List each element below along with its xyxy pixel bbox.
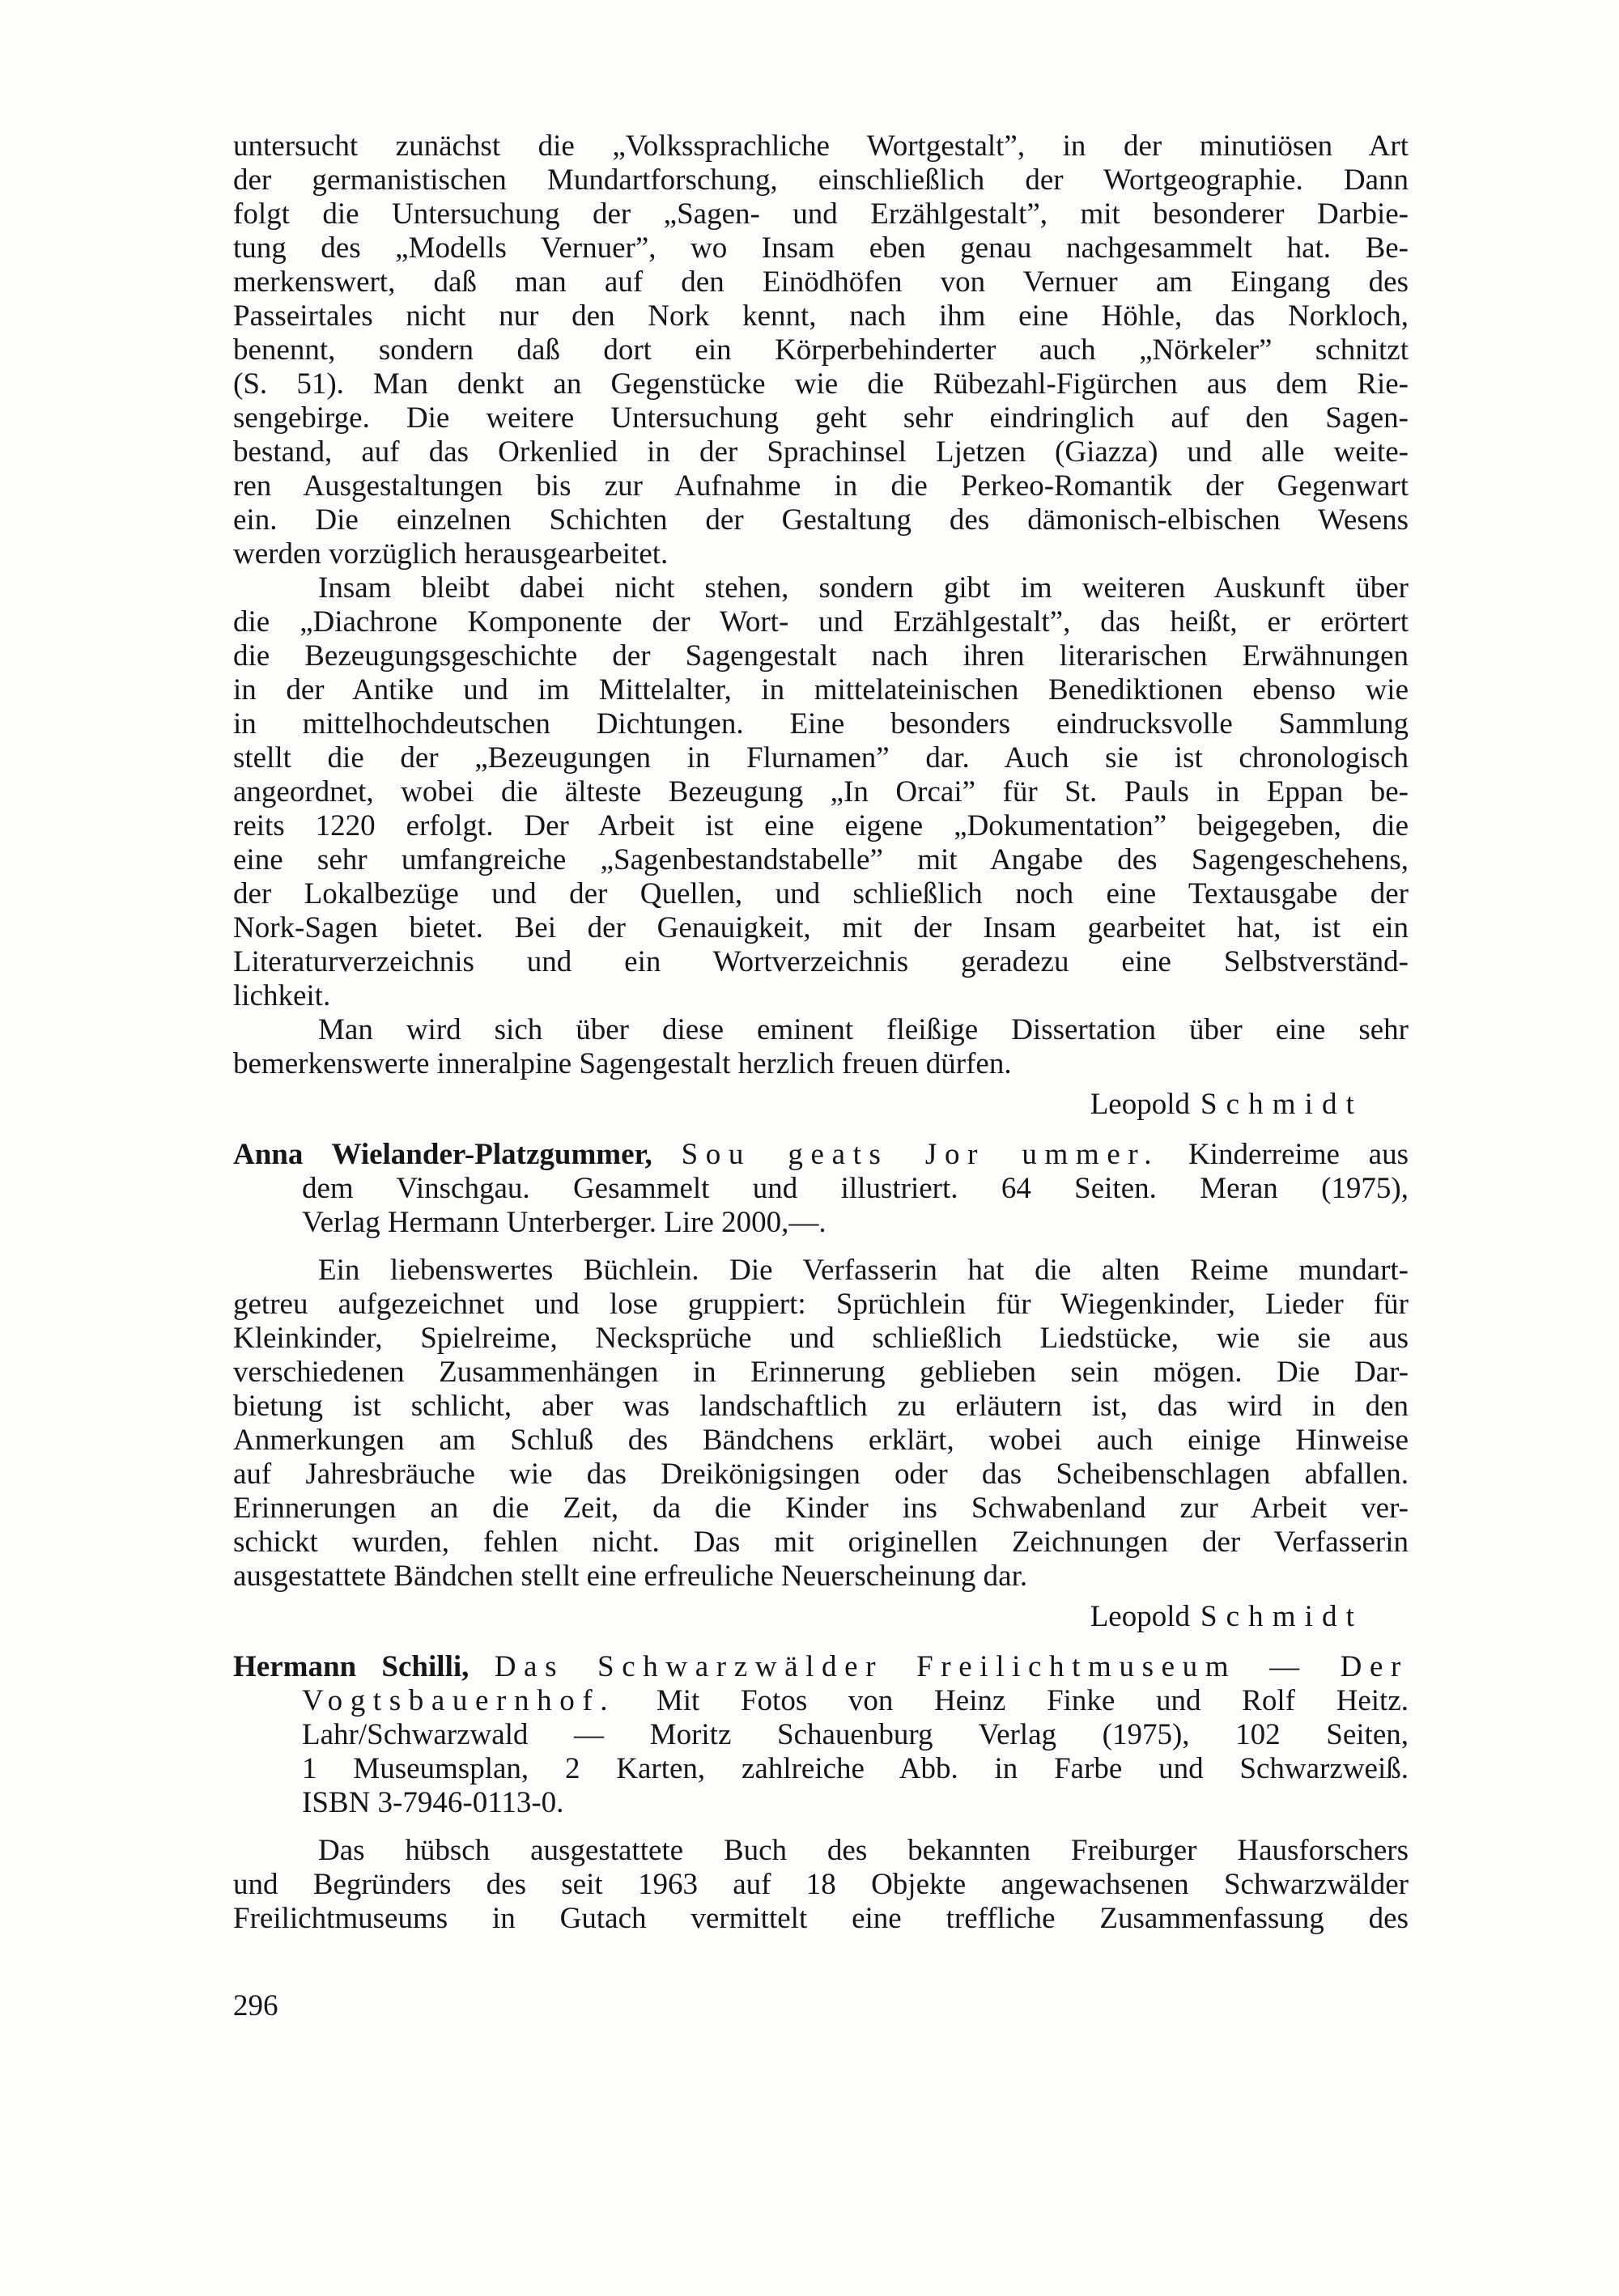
review3-heading-continuation — [233, 1718, 1409, 1820]
review3-subtitle-rest: Mit Fotos von Heinz Finke und Rolf Heitz. — [656, 1684, 1409, 1717]
review3-heading-line-1 — [233, 1650, 1409, 1684]
text-line: in der Antike und im Mittelalter, in mittelateinischen Benediktionen ebenso wie — [233, 673, 1409, 707]
text-line: Das hübsch ausgestattete Buch des bekannten Freiburger Hausforschers — [318, 1834, 1409, 1867]
text-line: auf Jahresbräuche wie das Dreikönigsingen oder das Scheibenschlagen abfallen. — [233, 1458, 1409, 1491]
review1-paragraph-3 — [233, 1013, 1409, 1081]
text-line: ren Ausgestaltungen bis zur Aufnahme in die Perkeo-Romantik der Gegenwart — [233, 469, 1409, 503]
text-line: tung des „Modells Vernuer”, wo Insam eben genau nachgesammelt hat. Be- — [233, 231, 1409, 265]
review3-author-name: Hermann Schilli, — [233, 1650, 470, 1683]
text-line: Man wird sich über diese eminent fleißige Dissertation über eine sehr — [318, 1013, 1409, 1046]
text-line: ein. Die einzelnen Schichten der Gestaltung des dämonisch-elbischen Wesens — [233, 503, 1409, 537]
text-line: lichkeit. — [233, 979, 331, 1012]
text-line: sengebirge. Die weitere Untersuchung geht sehr eindringlich auf den Sagen- — [233, 401, 1409, 435]
page-number: 296 — [233, 1989, 278, 2022]
text-line: ISBN 3-7946-0113-0. — [302, 1786, 564, 1819]
text-line: die „Diachrone Komponente der Wort- und Erzählgestalt”, das heißt, er erörtert — [233, 605, 1409, 639]
text-line: untersucht zunächst die „Volkssprachliche Wortgestalt”, in der minutiösen Art — [233, 129, 1409, 163]
text-line: in mittelhochdeutschen Dichtungen. Eine besonders eindrucksvolle Sammlung — [233, 707, 1409, 741]
text-line: Lahr/Schwarzwald — Moritz Schauenburg Verlag (1975), 102 Seiten, — [302, 1718, 1409, 1751]
review2-title-letterspaced: Sou geats Jor ummer. — [681, 1138, 1160, 1171]
text-line: stellt die der „Bezeugungen in Flurnamen” dar. Auch sie ist chronologisch — [233, 741, 1409, 775]
text-line: Passeirtales nicht nur den Nork kennt, nach ihm eine Höhle, das Norkloch, — [233, 299, 1409, 333]
review2-heading-continuation — [233, 1172, 1409, 1240]
text-line: der Lokalbezüge und der Quellen, und schließlich noch eine Textausgabe der — [233, 877, 1409, 910]
reviewer-last-name: Schmidt — [1200, 1600, 1363, 1633]
text-line: Verlag Hermann Unterberger. Lire 2000,—. — [302, 1206, 826, 1239]
text-line: bestand, auf das Orkenlied in der Sprachinsel Ljetzen (Giazza) und alle weite- — [233, 435, 1409, 469]
review1-paragraph-1 — [233, 129, 1409, 571]
review2-heading — [233, 1138, 1409, 1240]
reviewer-signature — [233, 1600, 1409, 1634]
text-line: Anmerkungen am Schluß des Bändchens erklärt, wobei auch einige Hinweise — [233, 1424, 1409, 1457]
text-line: reits 1220 erfolgt. Der Arbeit ist eine eigene „Dokumentation” beigegeben, die — [233, 809, 1409, 842]
review3-title-letterspaced: Das Schwarzwälder Freilichtmuseum — Der — [494, 1650, 1409, 1683]
review2-heading-line-1 — [233, 1138, 1409, 1172]
text-line: getreu aufgezeichnet und lose gruppiert: Sprüchlein für Wiegenkinder, Lieder für — [233, 1288, 1409, 1321]
review2-body-paragraph — [233, 1254, 1409, 1594]
text-line: Kleinkinder, Spielreime, Necksprüche und schließlich Liedstücke, wie sie aus — [233, 1322, 1409, 1355]
text-line: (S. 51). Man denkt an Gegenstücke wie die Rübezahl-Figürchen aus dem Rie- — [233, 367, 1409, 401]
text-line: die Bezeugungsgeschichte der Sagengestalt nach ihren literarischen Erwähnungen — [233, 639, 1409, 673]
text-line: merkenswert, daß man auf den Einödhöfen von Vernuer am Eingang des — [233, 265, 1409, 299]
reviewer-signature — [233, 1088, 1409, 1122]
text-line: schickt wurden, fehlen nicht. Das mit originellen Zeichnungen der Verfasserin — [233, 1526, 1409, 1559]
text-line: angeordnet, wobei die älteste Bezeugung „In Orcai” für St. Pauls in Eppan be- — [233, 775, 1409, 808]
review3-title-letterspaced-continued: Vogtsbauernhof. — [302, 1684, 616, 1717]
text-line: Freilichtmuseums in Gutach vermittelt eine treffliche Zusammenfassung des — [233, 1902, 1409, 1935]
text-line: verschiedenen Zusammenhängen in Erinnerung geblieben sein mögen. Die Dar- — [233, 1356, 1409, 1389]
text-line: dem Vinschgau. Gesammelt und illustriert. 64 Seiten. Meran (1975), — [302, 1172, 1409, 1205]
review1-paragraph-2 — [233, 571, 1409, 1013]
review3-body-paragraph — [233, 1834, 1409, 1936]
text-line: 1 Museumsplan, 2 Karten, zahlreiche Abb. in Farbe und Schwarzweiß. — [302, 1752, 1409, 1785]
text-column — [233, 129, 1409, 2023]
text-line: bietung ist schlicht, aber was landschaftlich zu erläutern ist, das wird in den — [233, 1390, 1409, 1423]
text-line: der germanistischen Mundartforschung, einschließlich der Wortgeographie. Dann — [233, 163, 1409, 197]
text-line: und Begründers des seit 1963 auf 18 Objekte angewachsenen Schwarzwälder — [233, 1868, 1409, 1901]
text-line: Nork-Sagen bietet. Bei der Genauigkeit, mit der Insam gearbeitet hat, ist ein — [233, 911, 1409, 944]
text-line: ausgestattete Bändchen stellt eine erfreuliche Neuerscheinung dar. — [233, 1560, 1028, 1593]
text-line: eine sehr umfangreiche „Sagenbestandstabelle” mit Angabe des Sagengeschehens, — [233, 843, 1409, 876]
reviewer-first-name: Leopold — [1090, 1088, 1191, 1121]
review2-author-name: Anna Wielander-Platzgummer, — [233, 1138, 652, 1171]
text-line: benennt, sondern daß dort ein Körperbehinderter auch „Nörkeler” schnitzt — [233, 333, 1409, 367]
text-line: Insam bleibt dabei nicht stehen, sondern gibt im weiteren Auskunft über — [318, 571, 1409, 605]
text-line: bemerkenswerte inneralpine Sagengestalt herzlich freuen dürfen. — [233, 1047, 1012, 1080]
review2-subtitle-start: Kinderreime aus — [1188, 1138, 1409, 1171]
text-line: Literaturverzeichnis und ein Wortverzeichnis geradezu eine Selbstverständ- — [233, 945, 1409, 978]
reviewer-last-name: Schmidt — [1200, 1088, 1363, 1121]
review3-heading-line-2 — [302, 1684, 1409, 1718]
text-line: Erinnerungen an die Zeit, da die Kinder ins Schwabenland zur Arbeit ver- — [233, 1492, 1409, 1525]
text-line: folgt die Untersuchung der „Sagen- und Erzählgestalt”, mit besonderer Darbie- — [233, 197, 1409, 231]
text-line: Ein liebenswertes Büchlein. Die Verfasserin hat die alten Reime mundart- — [318, 1254, 1409, 1287]
review3-heading — [233, 1650, 1409, 1820]
text-line: werden vorzüglich herausgearbeitet. — [233, 537, 669, 571]
reviewer-first-name: Leopold — [1090, 1600, 1191, 1633]
